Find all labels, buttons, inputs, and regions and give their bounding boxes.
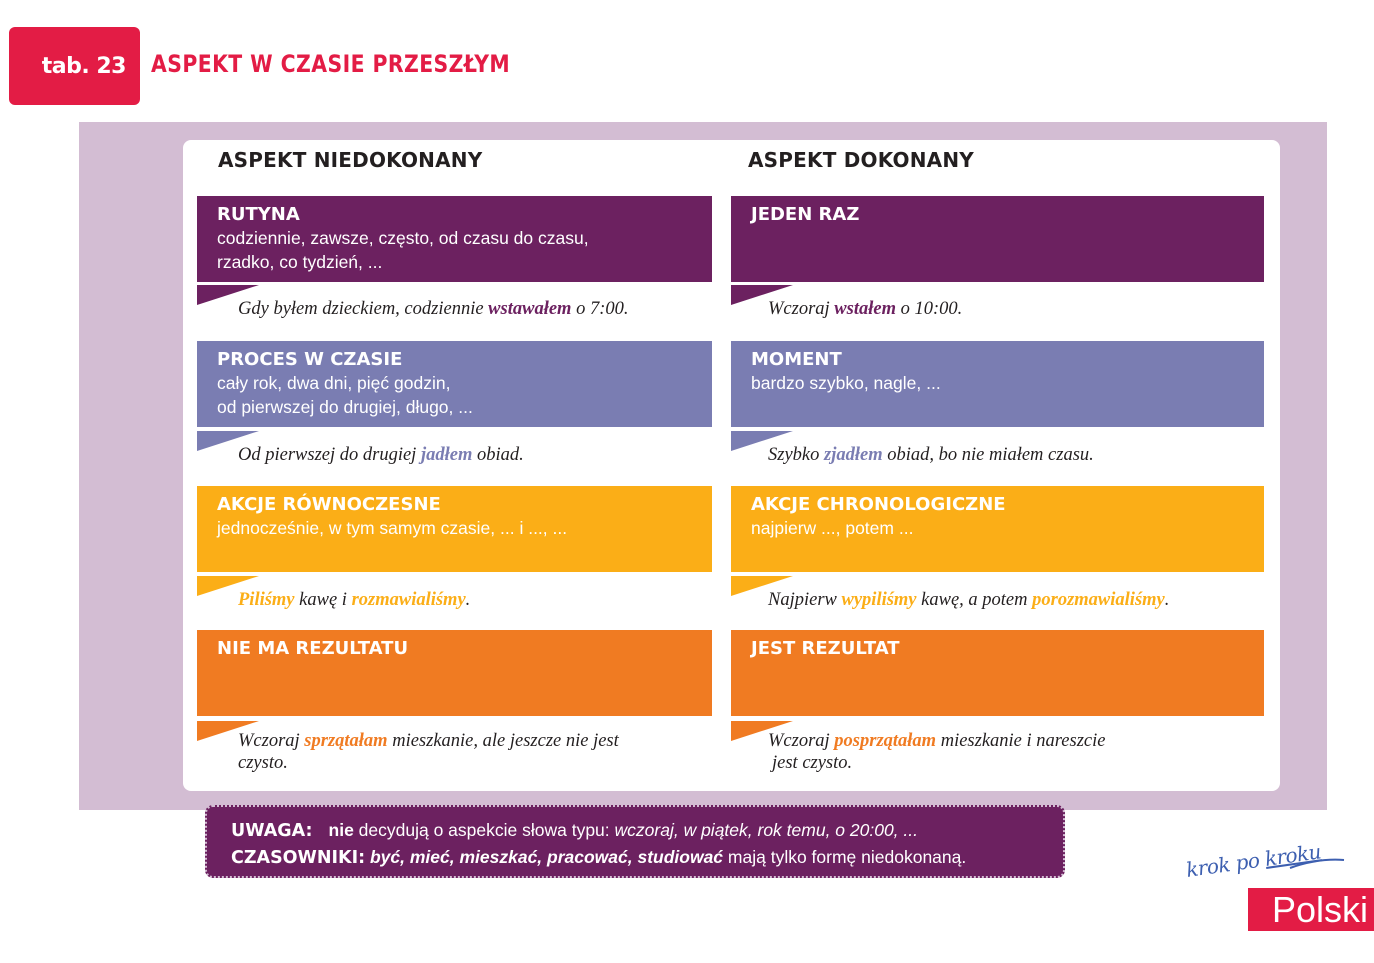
example-verb: rozmawialiśmy	[351, 590, 466, 610]
brand-swoosh-icon	[1288, 856, 1346, 870]
note-text: decydują o aspekcie słowa typu:	[353, 820, 615, 840]
example-sentence	[768, 589, 1169, 611]
note-label: CZASOWNIKI:	[231, 848, 366, 868]
example-text: Wczoraj	[768, 299, 835, 319]
note-text: mają tylko formę niedokonaną.	[723, 847, 967, 867]
note-box	[205, 805, 1065, 878]
example-verb: wstawałem	[488, 299, 572, 319]
example-text: kawę, a potem	[916, 590, 1033, 610]
example-sentence	[768, 730, 1105, 774]
band-no-result	[197, 630, 712, 716]
band-text: jednocześnie, w tym samym czasie, ... i ..., ...	[217, 518, 568, 538]
band-title: NIE MA REZULTATU	[217, 638, 409, 659]
example-sentence	[238, 444, 524, 466]
band-title: JEST REZULTAT	[751, 638, 900, 659]
column-header-imperfective: ASPEKT NIEDOKONANY	[218, 148, 483, 172]
band-text: codziennie, zawsze, często, od czasu do czasu,	[217, 228, 589, 248]
band-title: MOMENT	[751, 349, 842, 370]
example-text: Najpierw	[768, 590, 842, 610]
band-text: rzadko, co tydzień, ...	[217, 252, 383, 272]
band-simultaneous	[197, 486, 712, 572]
example-text: Gdy byłem dzieckiem, codziennie	[238, 299, 489, 319]
example-text: kawę i	[294, 590, 352, 610]
example-text: czysto.	[238, 753, 288, 773]
band-text: bardzo szybko, nagle, ...	[751, 373, 941, 393]
example-verb: sprzątałam	[304, 731, 388, 751]
note-examples: wczoraj, w piątek, rok temu, o 20:00, ...	[614, 820, 918, 840]
example-text: jest czysto.	[772, 753, 853, 773]
example-sentence	[238, 298, 628, 320]
example-text: mieszkanie i nareszcie	[936, 731, 1106, 751]
band-one-time	[731, 196, 1264, 282]
band-text: od pierwszej do drugiej, długo, ...	[217, 397, 473, 417]
brand-logo: Polski	[1248, 888, 1374, 931]
example-sentence	[238, 730, 619, 774]
note-label: UWAGA:	[231, 821, 313, 841]
example-text: obiad.	[472, 445, 524, 465]
example-verb: wypiliśmy	[841, 590, 917, 610]
example-text: Szybko	[768, 445, 824, 465]
band-process	[197, 341, 712, 427]
example-text: obiad, bo nie miałem czasu.	[882, 445, 1094, 465]
table-number-badge: tab. 23	[9, 27, 140, 105]
note-line	[231, 817, 1039, 844]
band-title: PROCES W CZASIE	[217, 349, 403, 370]
band-text: najpierw ..., potem ...	[751, 518, 914, 538]
column-header-perfective: ASPEKT DOKONANY	[748, 148, 974, 172]
note-emphasis: nie	[328, 820, 354, 840]
example-text: .	[465, 590, 471, 610]
band-title: AKCJE RÓWNOCZESNE	[217, 494, 441, 515]
band-title: AKCJE CHRONOLOGICZNE	[751, 494, 1006, 515]
band-result	[731, 630, 1264, 716]
example-verb: porozmawialiśmy	[1032, 590, 1165, 610]
example-text: mieszkanie, ale jeszcze nie jest	[387, 731, 619, 751]
example-text: o 7:00.	[571, 299, 629, 319]
band-title: JEDEN RAZ	[751, 204, 860, 225]
note-verbs: być, mieć, mieszkać, pracować, studiować	[369, 847, 724, 867]
band-moment	[731, 341, 1264, 427]
note-line	[231, 844, 1039, 871]
example-text: o 10:00.	[895, 299, 963, 319]
band-routine	[197, 196, 712, 282]
example-text: Od pierwszej do drugiej	[238, 445, 421, 465]
example-sentence	[768, 298, 962, 320]
band-title: RUTYNA	[217, 204, 300, 225]
example-sentence	[768, 444, 1094, 466]
example-sentence	[238, 589, 470, 611]
example-verb: zjadłem	[824, 445, 883, 465]
brand-script-text: kroku	[1263, 839, 1323, 871]
example-verb: posprzątałam	[834, 731, 937, 751]
example-verb: wstałem	[834, 299, 896, 319]
band-chronological	[731, 486, 1264, 572]
example-text: Wczoraj	[238, 731, 305, 751]
example-text: .	[1164, 590, 1170, 610]
example-verb: jadłem	[420, 445, 473, 465]
page-title: ASPEKT W CZASIE PRZESZŁYM	[151, 50, 511, 78]
band-text: cały rok, dwa dni, pięć godzin,	[217, 373, 451, 393]
brand-script-text: krok po	[1184, 847, 1267, 882]
example-verb: Piliśmy	[238, 590, 295, 610]
example-text: Wczoraj	[768, 731, 835, 751]
